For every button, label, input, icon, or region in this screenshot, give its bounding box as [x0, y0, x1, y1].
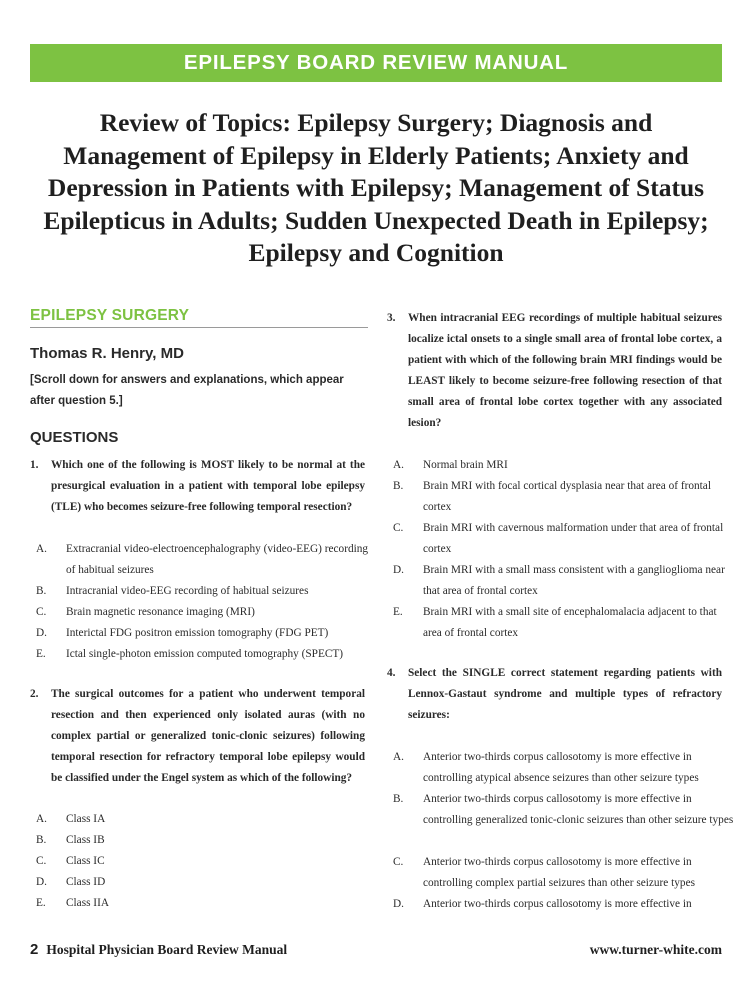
question-text: When intracranial EEG recordings of multiple habitual seizures localize ictal onsets to a single small area of frontal lobe cortex, a patient with which of the following brain MRI findings would be LEAST likely to become seizure-free following resection of that small area of frontal lobe cortex together with any associated lesion?	[408, 312, 722, 429]
option-label: A.	[36, 813, 47, 825]
answer-option	[36, 539, 380, 581]
answer-option	[393, 518, 737, 560]
question-2	[30, 684, 365, 789]
question-1	[30, 455, 365, 518]
option-text: Brain MRI with focal cortical dysplasia near that area of frontal cortex	[423, 480, 711, 513]
answer-option	[393, 789, 737, 831]
option-text: Brain MRI with a small mass consistent with a ganglioglioma near that area of frontal cortex	[423, 564, 725, 597]
answer-option	[393, 852, 737, 894]
answer-option	[393, 560, 737, 602]
author-name: Thomas R. Henry, MD	[30, 345, 184, 362]
option-label: D.	[393, 898, 404, 910]
footer-publication	[30, 941, 287, 958]
answer-option	[36, 851, 380, 872]
option-text: Normal brain MRI	[423, 459, 508, 471]
answer-option	[36, 893, 380, 914]
option-label: B.	[393, 793, 404, 805]
answer-option	[36, 872, 380, 893]
answer-option	[36, 830, 380, 851]
option-text: Class IC	[66, 855, 105, 867]
option-text: Brain magnetic resonance imaging (MRI)	[66, 606, 255, 618]
option-label: C.	[393, 856, 404, 868]
footer-website: www.turner-white.com	[589, 942, 722, 957]
option-label: C.	[36, 606, 47, 618]
question-text: Select the SINGLE correct statement regarding patients with Lennox-Gastaut syndrome and multiple types of refractory seizures:	[408, 667, 722, 721]
answer-option	[393, 894, 737, 915]
section-heading: EPILEPSY SURGERY	[30, 307, 190, 324]
option-label: D.	[393, 564, 404, 576]
publication-name: Hospital Physician Board Review Manual	[46, 942, 288, 957]
banner-title: EPILEPSY BOARD REVIEW MANUAL	[183, 51, 569, 74]
option-text: Intracranial video-EEG recording of habitual seizures	[66, 585, 309, 597]
option-text: Anterior two-thirds corpus callosotomy is more effective in controlling atypical absence seizures than other seizure types	[423, 751, 699, 784]
option-text: Class ID	[66, 876, 106, 888]
option-text: Class IB	[66, 834, 105, 846]
question-number: 1.	[30, 459, 39, 471]
option-label: E.	[36, 897, 46, 909]
question-3	[387, 308, 722, 434]
option-text: Class IIA	[66, 897, 109, 909]
scroll-note: [Scroll down for answers and explanations, which appear after question 5.]	[30, 374, 344, 407]
answer-option	[393, 455, 737, 476]
question-number: 2.	[30, 688, 39, 700]
option-text: Interictal FDG positron emission tomography (FDG PET)	[66, 627, 329, 639]
option-label: D.	[36, 627, 47, 639]
option-label: E.	[36, 648, 46, 660]
option-text: Brain MRI with a small site of encephalomalacia adjacent to that area of frontal cortex	[423, 606, 717, 639]
option-label: C.	[393, 522, 404, 534]
question-text: Which one of the following is MOST likely to be normal at the presurgical evaluation in a patient with temporal lobe epilepsy (TLE) who becomes seizure-free following temporal resection?	[51, 459, 365, 513]
answer-option	[393, 476, 737, 518]
question-text: The surgical outcomes for a patient who underwent temporal resection and then experienced only isolated auras (with no complex partial or generalized tonic-clonic seizures) following temporal resection for refractory temporal lobe epilepsy would be classified under the Engel system as which of the following?	[51, 688, 365, 784]
option-label: A.	[36, 543, 47, 555]
page-number: 2	[30, 941, 39, 958]
option-label: A.	[393, 459, 404, 471]
option-label: B.	[36, 834, 47, 846]
answer-option	[36, 623, 380, 644]
option-text: Class IA	[66, 813, 106, 825]
section-divider	[30, 327, 368, 328]
question-4	[387, 663, 722, 726]
document-title: Review of Topics: Epilepsy Surgery; Diagnosis and Management of Epilepsy in Elderly Patients; Anxiety and Depression in Patients with Epilepsy; Management of Status Epilepticus in Adults; Sudden Unexpected Death in Epilepsy; Epilepsy and Cognition	[43, 108, 709, 267]
answer-option	[393, 747, 737, 789]
option-text: Anterior two-thirds corpus callosotomy is more effective in	[423, 898, 692, 910]
option-label: A.	[393, 751, 404, 763]
answer-option	[36, 602, 380, 623]
question-number: 4.	[387, 667, 396, 679]
option-text: Ictal single-photon emission computed tomography (SPECT)	[66, 648, 344, 660]
question-number: 3.	[387, 312, 396, 324]
option-text: Extracranial video-electroencephalography (video-EEG) recording of habitual seizures	[66, 543, 369, 576]
option-label: D.	[36, 876, 47, 888]
header-banner	[30, 44, 722, 82]
answer-option	[36, 644, 380, 665]
option-label: B.	[36, 585, 47, 597]
answer-option	[36, 809, 380, 830]
option-label: C.	[36, 855, 47, 867]
option-label: E.	[393, 606, 403, 618]
option-text: Anterior two-thirds corpus callosotomy is more effective in controlling generalized tonic-clonic seizures than other seizure types	[423, 793, 734, 826]
option-text: Anterior two-thirds corpus callosotomy is more effective in controlling complex partial seizures than other seizure types	[423, 856, 695, 889]
answer-option	[36, 581, 380, 602]
option-text: Brain MRI with cavernous malformation under that area of frontal cortex	[423, 522, 724, 555]
answer-option	[393, 602, 737, 644]
questions-heading: QUESTIONS	[30, 429, 119, 446]
option-label: B.	[393, 480, 404, 492]
